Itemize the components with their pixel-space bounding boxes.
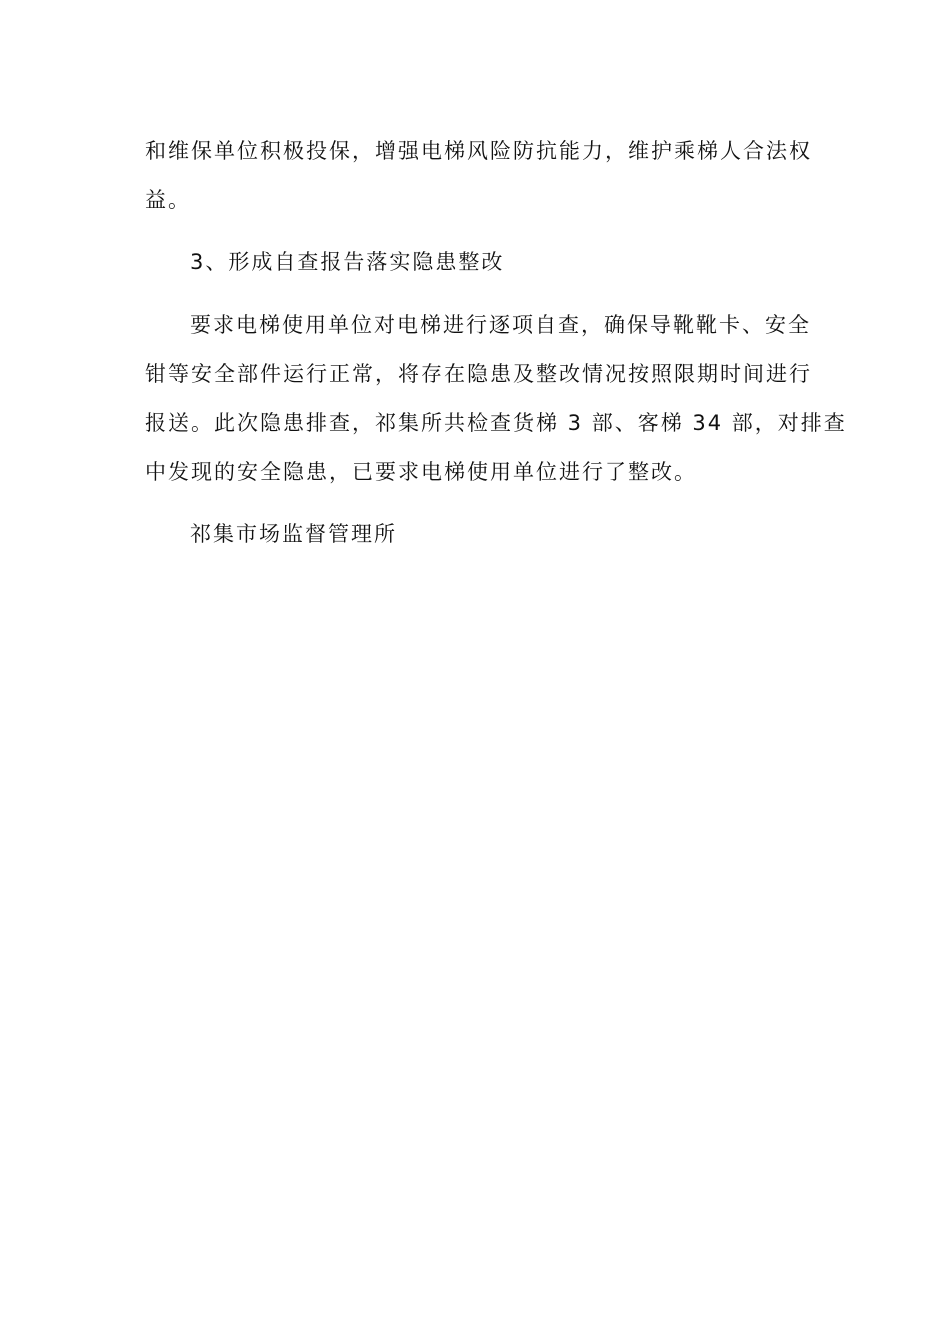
paragraph-self-inspection — [145, 301, 847, 497]
paragraph-line: 益。 — [145, 188, 191, 212]
paragraph-line: 报送。此次隐患排查，祁集所共检查货梯 3 部、客梯 34 部，对排查 — [145, 411, 847, 435]
paragraph-line: 中发现的安全隐患，已要求电梯使用单位进行了整改。 — [145, 460, 697, 484]
signature-block — [145, 510, 810, 559]
heading-text: 3、形成自查报告落实隐患整改 — [190, 250, 505, 274]
paragraph-line: 和维保单位积极投保，增强电梯风险防抗能力，维护乘梯人合法权 — [145, 139, 812, 163]
paragraph-line: 钳等安全部件运行正常，将存在隐患及整改情况按照限期时间进行 — [145, 362, 812, 386]
paragraph-line: 要求电梯使用单位对电梯进行逐项自查，确保导靴靴卡、安全 — [190, 313, 811, 337]
signature-text: 祁集市场监督管理所 — [190, 522, 397, 546]
section-heading-3 — [145, 238, 810, 287]
paragraph-insurance — [145, 127, 810, 225]
